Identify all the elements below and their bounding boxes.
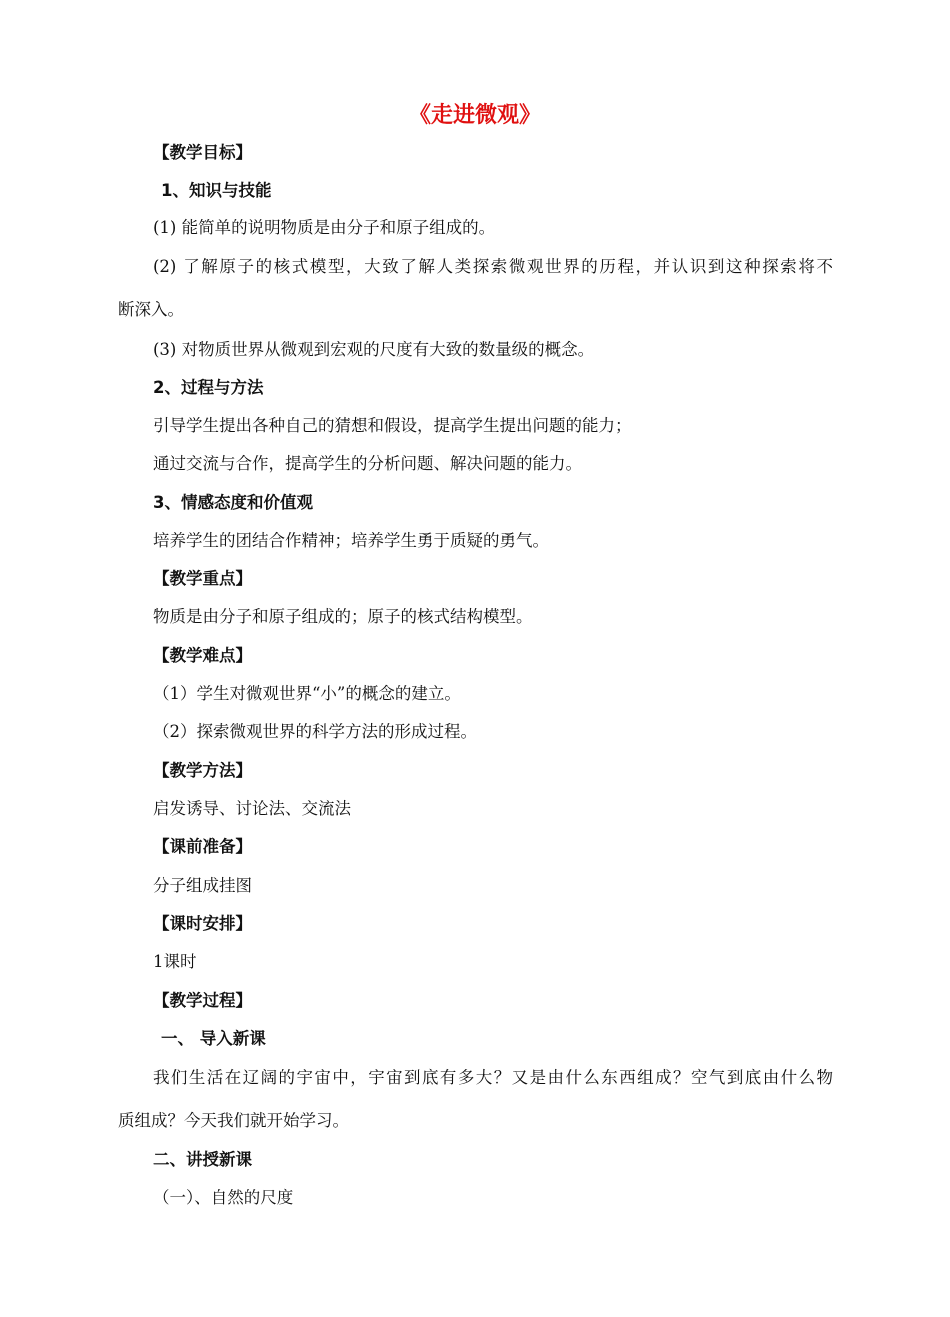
- paragraph: 物质是由分子和原子组成的；原子的核式结构模型。: [153, 607, 533, 626]
- section-heading-difficulties: 【教学难点】: [153, 646, 252, 665]
- paragraph: (1) 能简单的说明物质是由分子和原子组成的。: [153, 218, 496, 237]
- section-heading-process: 【教学过程】: [153, 991, 252, 1010]
- subheading-knowledge-skills: 1、知识与技能: [161, 181, 272, 200]
- section-heading-key-points: 【教学重点】: [153, 569, 252, 588]
- section-heading-preparation: 【课前准备】: [153, 837, 252, 856]
- section-heading-schedule: 【课时安排】: [153, 914, 252, 933]
- paragraph: (2) 了解原子的核式模型，大致了解人类探索微观世界的历程，并认识到这种探索将不: [153, 257, 833, 276]
- section-heading-objectives: 【教学目标】: [153, 143, 252, 162]
- paragraph: 启发诱导、讨论法、交流法: [153, 799, 351, 818]
- paragraph: （2）探索微观世界的科学方法的形成过程。: [153, 722, 477, 741]
- paragraph: （一）、自然的尺度: [153, 1188, 294, 1207]
- subheading-introduction: 一、 导入新课: [161, 1029, 266, 1048]
- paragraph: 1课时: [153, 952, 197, 971]
- paragraph: 通过交流与合作，提高学生的分析问题、解决问题的能力。: [153, 454, 582, 473]
- paragraph: 我们生活在辽阔的宇宙中，宇宙到底有多大？又是由什么东西组成？空气到底由什么物: [153, 1068, 833, 1087]
- section-heading-methods: 【教学方法】: [153, 761, 252, 780]
- paragraph: 培养学生的团结合作精神；培养学生勇于质疑的勇气。: [153, 531, 549, 550]
- paragraph: （1）学生对微观世界“小”的概念的建立。: [153, 684, 461, 703]
- paragraph: (3) 对物质世界从微观到宏观的尺度有大致的数量级的概念。: [153, 340, 595, 359]
- paragraph-continuation: 断深入。: [118, 300, 184, 319]
- document-title: 《走进微观》: [408, 103, 541, 128]
- paragraph: 引导学生提出各种自己的猜想和假设，提高学生提出问题的能力；: [153, 416, 632, 435]
- paragraph-continuation: 质组成？今天我们就开始学习。: [118, 1111, 349, 1130]
- paragraph: 分子组成挂图: [153, 876, 252, 895]
- subheading-new-lesson: 二、讲授新课: [153, 1150, 252, 1169]
- subheading-process-method: 2、过程与方法: [153, 378, 264, 397]
- subheading-emotion-values: 3、情感态度和价值观: [153, 493, 313, 512]
